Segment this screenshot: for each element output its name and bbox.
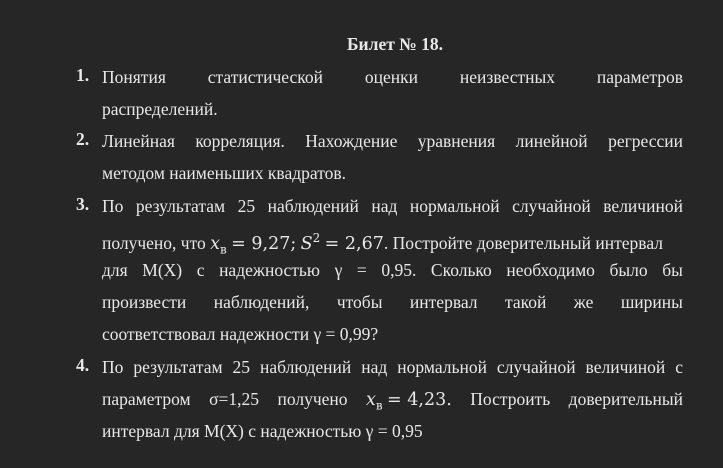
- math-variable-x: x: [366, 390, 376, 410]
- word: было: [609, 260, 648, 280]
- word: M(X): [142, 260, 183, 280]
- word: для: [102, 260, 128, 280]
- word: интервал: [409, 292, 478, 312]
- math-variable-s: S: [300, 233, 313, 254]
- word: σ=1,25: [209, 389, 259, 409]
- word: 25: [237, 196, 256, 216]
- word: параметром: [102, 389, 191, 409]
- word: нормальной: [409, 196, 500, 216]
- math-subscript: в: [375, 398, 383, 413]
- item-text: [102, 125, 683, 189]
- text-line: [102, 222, 683, 257]
- word: наблюдений,: [213, 292, 310, 312]
- item-text: [102, 61, 683, 125]
- word: наблюдений: [259, 357, 352, 377]
- word: Построить: [470, 389, 551, 409]
- word: нормальной: [397, 357, 487, 377]
- word: результатам: [133, 357, 223, 377]
- text-line: [102, 351, 683, 383]
- item-number: 1.: [76, 65, 90, 85]
- text-line: методом наименьших квадратов.: [102, 163, 347, 183]
- word: По: [102, 357, 124, 377]
- item-number: 2.: [76, 129, 90, 149]
- word: неизвестных: [459, 67, 555, 87]
- math-value: = 2,67: [324, 233, 384, 254]
- math-value: = 9,27;: [231, 233, 297, 254]
- word: величиной: [585, 357, 666, 377]
- word: надежностью: [219, 260, 320, 280]
- word: уравнения: [417, 131, 496, 151]
- text-line: [102, 383, 683, 415]
- text-line: [102, 286, 683, 318]
- word: результатам: [135, 196, 226, 216]
- item-text: [102, 190, 683, 350]
- text-line: [102, 254, 683, 286]
- text-fragment: получено, что: [102, 232, 206, 253]
- word: случайной: [496, 357, 576, 377]
- word: такой: [504, 292, 547, 312]
- text-line: [102, 61, 683, 93]
- word: корреляция.: [195, 131, 285, 151]
- word: чтобы: [336, 292, 383, 312]
- text-line: соответствовал надежности γ = 0,99?: [102, 324, 379, 344]
- math-subscript: в: [220, 242, 227, 257]
- text-line: [102, 125, 683, 157]
- word: наблюдений: [267, 196, 359, 216]
- word: 0,95.: [381, 260, 417, 280]
- word: статистической: [207, 67, 324, 87]
- word: с: [675, 357, 683, 377]
- word: случайной: [512, 196, 591, 216]
- word: регрессии: [608, 131, 683, 151]
- text-line: [102, 190, 683, 222]
- word: оценки: [364, 67, 419, 87]
- math-expression: [366, 383, 452, 415]
- word: над: [371, 196, 398, 216]
- word: линейной: [515, 131, 588, 151]
- word: же: [573, 292, 594, 312]
- word: получено: [277, 389, 348, 409]
- word: Сколько: [430, 260, 492, 280]
- word: параметров: [596, 67, 683, 87]
- word: величиной: [603, 196, 683, 216]
- math-value: = 4,23.: [387, 390, 452, 410]
- word: =: [356, 260, 367, 280]
- item-text: [102, 351, 683, 447]
- word: Понятия: [102, 67, 166, 87]
- ticket-title: Билет № 18.: [346, 34, 444, 54]
- word: доверительный: [568, 389, 683, 409]
- item-number: 4.: [76, 355, 90, 375]
- item-number: 3.: [76, 194, 90, 214]
- math-variable-x: x: [210, 233, 221, 254]
- word: Линейная: [102, 131, 175, 151]
- math-superscript: 2: [312, 231, 321, 245]
- text-line: интервал для M(X) с надежностью γ = 0,95: [102, 421, 423, 441]
- word: 25: [232, 357, 251, 377]
- text-line: распределений.: [102, 99, 218, 119]
- word: По: [102, 196, 124, 216]
- word: над: [361, 357, 388, 377]
- word: Нахождение: [305, 131, 398, 151]
- word: с: [196, 260, 205, 280]
- word: необходимо: [506, 260, 595, 280]
- word: γ: [334, 260, 343, 280]
- word: произвести: [102, 292, 187, 312]
- text-fragment: . Постройте доверительный интервал: [383, 232, 663, 253]
- word: бы: [662, 260, 683, 280]
- word: ширины: [620, 292, 683, 312]
